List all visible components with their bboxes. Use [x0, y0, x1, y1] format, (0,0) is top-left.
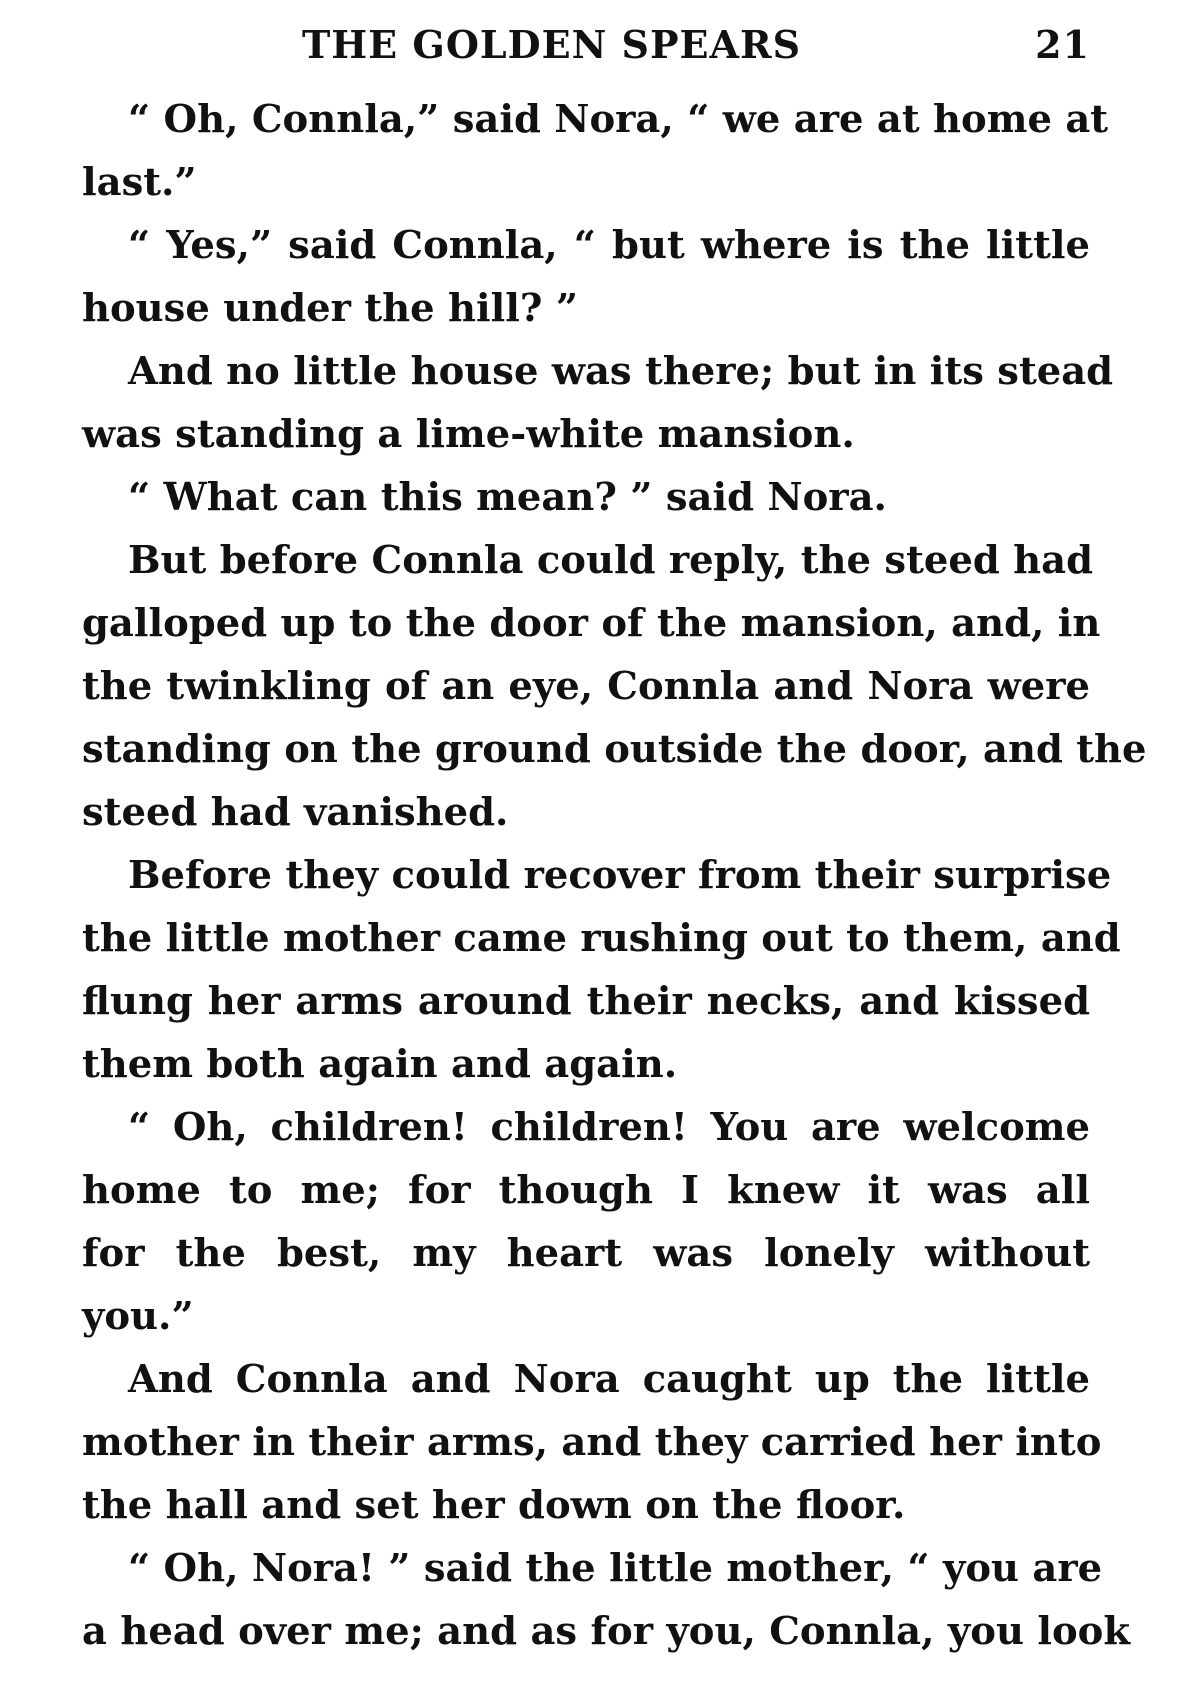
text-line: flung her arms around their necks, and kissed — [82, 979, 1090, 1024]
paragraph — [82, 340, 1114, 466]
paragraph — [82, 88, 1109, 214]
text-line: the little mother came rushing out to them, and — [82, 916, 1121, 961]
text-line: “ Oh, Connla,” said Nora, “ we are at home at — [128, 97, 1109, 142]
text-line: house under the hill? ” — [82, 286, 578, 331]
text-line: you.” — [82, 1294, 194, 1339]
text-line: a head over me; and as for you, Connla, you look — [82, 1609, 1131, 1654]
text-line: standing on the ground outside the door, and the — [82, 727, 1147, 772]
text-line: “ What can this mean? ” said Nora. — [128, 475, 887, 520]
text-line: the hall and set her down on the floor. — [82, 1483, 906, 1528]
text-line: But before Connla could reply, the steed had — [128, 538, 1094, 583]
text-line: galloped up to the door of the mansion, and, in — [82, 601, 1101, 646]
text-line: “ Oh, Nora! ” said the little mother, “ you are — [128, 1546, 1103, 1591]
text-line: the twinkling of an eye, Connla and Nora were — [82, 664, 1090, 709]
text-line: last.” — [82, 160, 197, 205]
body-text — [82, 88, 1147, 1663]
paragraph — [82, 1348, 1102, 1537]
running-head — [82, 14, 1090, 76]
paragraph — [82, 1096, 1090, 1348]
paragraph — [82, 529, 1147, 844]
page-number: 21 — [1035, 22, 1090, 67]
text-line: And Connla and Nora caught up the little — [128, 1357, 1090, 1402]
text-line: home to me; for though I knew it was all — [82, 1168, 1090, 1213]
paragraph — [82, 214, 1090, 340]
running-title: THE GOLDEN SPEARS — [302, 22, 802, 67]
text-line: steed had vanished. — [82, 790, 509, 835]
paragraph — [82, 466, 1090, 529]
book-page — [82, 14, 1147, 1694]
text-line: them both again and again. — [82, 1042, 678, 1087]
text-line: “ Yes,” said Connla, “ but where is the little — [128, 223, 1090, 268]
text-line: was standing a lime-white mansion. — [82, 412, 855, 457]
text-line: And no little house was there; but in its stead — [128, 349, 1114, 394]
paragraph — [82, 1537, 1131, 1663]
text-line: mother in their arms, and they carried her into — [82, 1420, 1102, 1465]
paragraph — [82, 844, 1121, 1096]
text-line: “ Oh, children! children! You are welcome — [128, 1105, 1090, 1150]
text-line: for the best, my heart was lonely without — [82, 1231, 1090, 1276]
text-line: Before they could recover from their surprise — [128, 853, 1112, 898]
